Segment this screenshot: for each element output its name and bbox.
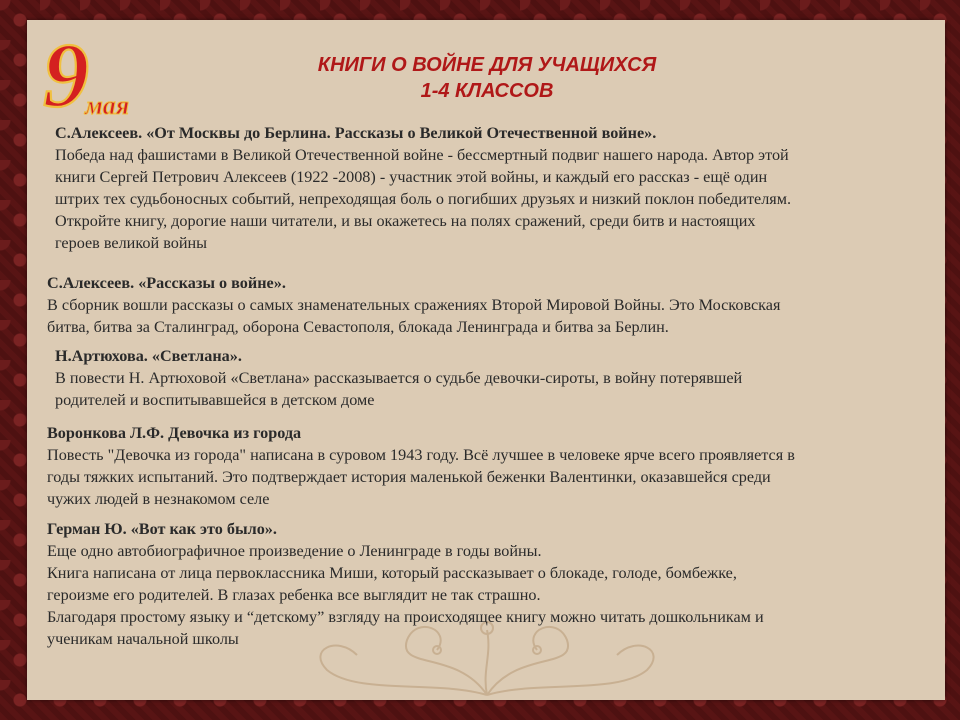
book-description-line: родителей и воспитывавшейся в детском доме	[55, 391, 375, 409]
book-heading: Н.Артюхова. «Светлана».	[55, 347, 242, 365]
may-9-logo	[39, 34, 159, 116]
book-heading: Герман Ю. «Вот как это было».	[47, 520, 277, 538]
book-description-line: битва, битва за Сталинград, оборона Севастополя, блокада Ленинграда и битва за Берлин.	[47, 318, 669, 336]
book-entry-how-it-was	[47, 518, 927, 650]
page-title	[217, 52, 757, 104]
book-description-line: штрих тех судьбоносных событий, непреходящая боль о погибших друзьях и низкий поклон победителям.	[55, 190, 792, 208]
book-heading: Воронкова Л.Ф. Девочка из города	[47, 424, 302, 442]
book-entry-svetlana	[55, 345, 915, 411]
book-description-line: годы тяжких испытаний. Это подтверждает история маленькой беженки Валентинки, оказавшейся среди	[47, 468, 771, 486]
book-description-line: героизме его родителей. В глазах ребенка все выглядит не так страшно.	[47, 586, 541, 604]
book-description-line: Книга написана от лица первоклассника Миши, который рассказывает о блокаде, голоде, бомбежке,	[47, 564, 737, 582]
book-description-line: Победа над фашистами в Великой Отечественной войне - бессмертный подвиг нашего народа. Автор этой	[55, 146, 789, 164]
logo-word: мая	[85, 91, 130, 116]
book-description-line: Повесть "Девочка из города" написана в суровом 1943 году. Всё лучшее в человеке ярче всего проявляется в	[47, 446, 795, 464]
book-entry-girl-from-city	[47, 422, 927, 510]
book-description-line: В сборник вошли рассказы о самых знаменательных сражениях Второй Мировой Войны. Это Московская	[47, 296, 781, 314]
book-description-line: ученикам начальной школы	[47, 630, 239, 648]
title-line-2: 1-4 КЛАССОВ	[420, 80, 554, 102]
book-entry-from-moscow-to-berlin	[55, 122, 935, 254]
book-description-line: книги Сергей Петрович Алексеев (1922 -2008) - участник этой войны, и каждый его рассказ - ещё один	[55, 168, 768, 186]
book-heading: С.Алексеев. «Рассказы о войне».	[47, 274, 286, 292]
title-line-1: КНИГИ О ВОЙНЕ ДЛЯ УЧАЩИХСЯ	[317, 54, 657, 76]
book-description-line: Откройте книгу, дорогие наши читатели, и вы окажетесь на полях сражений, среди битв и настоящих	[55, 212, 756, 230]
book-description-line: героев великой войны	[55, 234, 208, 252]
slide-panel	[27, 20, 945, 700]
book-entry-war-stories	[47, 272, 927, 338]
book-description-line: Еще одно автобиографичное произведение о Ленинграде в годы войны.	[47, 542, 542, 560]
book-description-line: Благодаря простому языку и “детскому” взгляду на происходящее книгу можно читать дошкольникам и	[47, 608, 764, 626]
book-description-line: чужих людей в незнакомом селе	[47, 490, 270, 508]
book-heading: С.Алексеев. «От Москвы до Берлина. Рассказы о Великой Отечественной войне».	[55, 124, 657, 142]
logo-numeral: 9	[43, 34, 89, 116]
book-description-line: В повести Н. Артюховой «Светлана» рассказывается о судьбе девочки-сироты, в войну потерявшей	[55, 369, 743, 387]
